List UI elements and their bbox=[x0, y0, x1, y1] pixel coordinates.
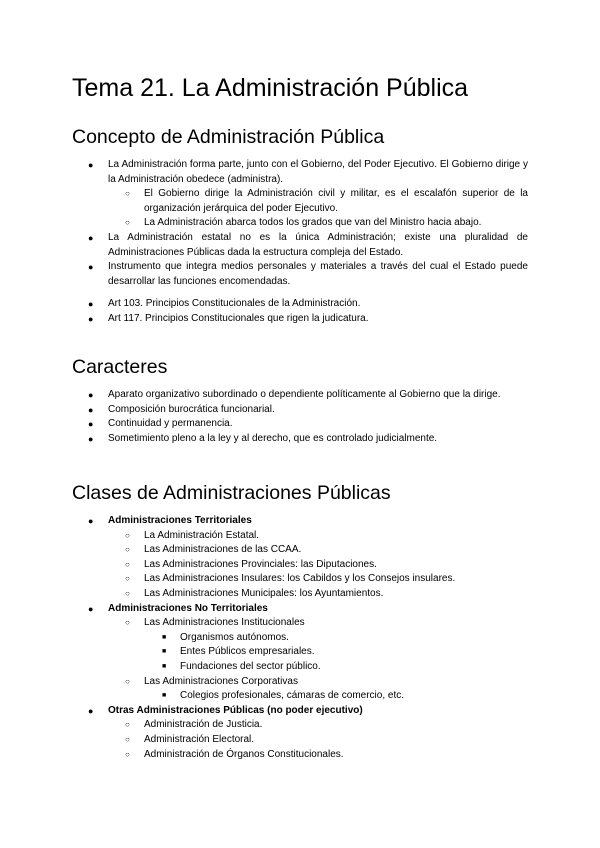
list-item: ● Art 117. Principios Constitucionales que rigen la judicatura. bbox=[0, 312, 600, 327]
bullet-disc: ● bbox=[88, 232, 94, 243]
bullet-circle: ○ bbox=[125, 588, 130, 598]
list-item: ○ La Administración abarca todos los grados que van del Ministro hacia abajo. bbox=[0, 216, 600, 231]
list-item: ○ Administración de Órganos Constitucionales. bbox=[0, 748, 600, 763]
bullet-circle: ○ bbox=[125, 545, 130, 555]
bullet-circle: ○ bbox=[125, 530, 130, 540]
list-item: ■ Colegios profesionales, cámaras de comercio, etc. bbox=[0, 689, 600, 704]
bullet-disc: ● bbox=[88, 419, 94, 430]
bullet-circle: ○ bbox=[125, 676, 130, 686]
list-item: ○ Las Administraciones Municipales: los Ayuntamientos. bbox=[0, 587, 600, 602]
bullet-square: ■ bbox=[162, 648, 167, 656]
list-item: ● Aparato organizativo subordinado o dependiente políticamente al Gobierno que la dirige. bbox=[0, 388, 600, 403]
bullet-circle: ○ bbox=[125, 574, 130, 584]
bullet-circle: ○ bbox=[125, 559, 130, 569]
list-item: ● La Administración forma parte, junto con el Gobierno, del Poder Ejecutivo. El Gobierno dirige y la Administración obedece (administra). bbox=[88, 159, 528, 185]
list-item: ○ Administración de Justicia. bbox=[0, 718, 600, 733]
list-item: ● Composición burocrática funcionarial. bbox=[0, 403, 600, 418]
bullet-square: ■ bbox=[162, 662, 167, 670]
section-heading-concepto: Concepto de Administración Pública bbox=[72, 126, 385, 148]
bullet-disc: ● bbox=[88, 516, 94, 526]
list-item: ● Continuidad y permanencia. bbox=[0, 417, 600, 432]
list-item: ● Art 103. Principios Constitucionales de la Administración. bbox=[0, 297, 600, 312]
bullet-circle: ○ bbox=[125, 618, 130, 628]
bullet-disc: ● bbox=[88, 262, 94, 273]
concepto-list bbox=[0, 158, 600, 327]
bullet-disc: ● bbox=[88, 313, 94, 324]
caracteres-list bbox=[0, 388, 600, 446]
bullet-square: ■ bbox=[162, 633, 167, 641]
list-item: ○ Administración Electoral. bbox=[0, 733, 600, 748]
list-item: ○ El Gobierno dirige la Administración civil y militar, es el escalafón superior de la organización jerárquica del poder Ejecutivo. bbox=[125, 188, 528, 214]
bullet-disc: ● bbox=[88, 404, 94, 415]
list-item: ● Otras Administraciones Públicas (no poder ejecutivo) bbox=[0, 704, 600, 719]
bullet-disc: ● bbox=[88, 299, 94, 310]
bullet-disc: ● bbox=[88, 705, 94, 716]
bullet-circle: ○ bbox=[125, 218, 130, 228]
bullet-circle: ○ bbox=[125, 720, 130, 730]
list-item: ● La Administración estatal no es la única Administración; existe una pluralidad de Administraciones Públicas dada la estructura compleja del Estado. bbox=[88, 231, 528, 258]
list-item: ● Administraciones Territoriales bbox=[0, 514, 600, 529]
list-item: ○ Las Administraciones Provinciales: las Diputaciones. bbox=[0, 558, 600, 573]
list-item: ○ La Administración Estatal. bbox=[0, 529, 600, 544]
list-item: ● Sometimiento pleno a la ley y al derecho, que es controlado judicialmente. bbox=[0, 432, 600, 447]
list-item: ■ Fundaciones del sector público. bbox=[0, 660, 600, 675]
list-item: ○ Las Administraciones Corporativas bbox=[0, 675, 600, 690]
list-item: ■ Organismos autónomos. bbox=[0, 631, 600, 646]
list-item: ● Administraciones No Territoriales bbox=[0, 602, 600, 617]
bullet-disc: ● bbox=[88, 603, 94, 614]
list-item: ○ Las Administraciones Institucionales bbox=[0, 616, 600, 631]
bullet-square: ■ bbox=[162, 692, 167, 700]
clases-list bbox=[0, 514, 600, 762]
list-item: ● Instrumento que integra medios personales y materiales a través del cual el Estado puede desarrollar las funciones encomendadas. bbox=[88, 261, 528, 287]
list-item: ○ Las Administraciones de las CCAA. bbox=[0, 543, 600, 558]
bullet-circle: ○ bbox=[125, 749, 130, 759]
bullet-circle: ○ bbox=[125, 734, 130, 744]
list-item: ○ Las Administraciones Insulares: los Cabildos y los Consejos insulares. bbox=[0, 572, 600, 587]
bullet-disc: ● bbox=[88, 160, 94, 170]
section-heading-clases: Clases de Administraciones Públicas bbox=[72, 482, 391, 504]
bullet-disc: ● bbox=[88, 390, 94, 400]
section-heading-caracteres: Caracteres bbox=[72, 356, 168, 378]
bullet-circle: ○ bbox=[125, 189, 130, 199]
page-title: Tema 21. La Administración Pública bbox=[72, 74, 469, 102]
bullet-disc: ● bbox=[88, 433, 94, 444]
list-item: ■ Entes Públicos empresariales. bbox=[0, 645, 600, 660]
list-spacer bbox=[0, 289, 600, 297]
